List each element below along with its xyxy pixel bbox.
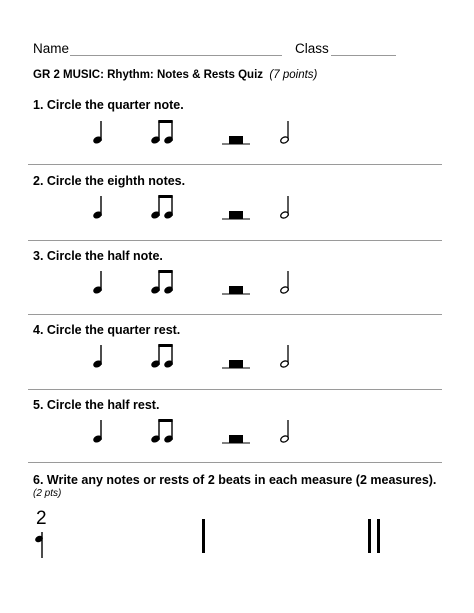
quarter-note-icon[interactable] <box>92 120 106 146</box>
half-note-icon[interactable] <box>279 344 293 370</box>
half-note-icon[interactable] <box>279 419 293 445</box>
half-rest-icon[interactable] <box>222 270 250 296</box>
quiz-title <box>33 69 317 81</box>
eighth-notes-icon[interactable] <box>150 120 176 146</box>
name-field[interactable] <box>70 55 282 56</box>
half-note-icon[interactable] <box>279 120 293 146</box>
name-label: Name <box>33 41 70 56</box>
eighth-notes-icon[interactable] <box>150 195 176 221</box>
class-label: Class <box>295 41 329 56</box>
question-4-text: 4. Circle the quarter rest. <box>33 323 181 337</box>
eighth-notes-icon[interactable] <box>150 270 176 296</box>
question-5-text: 5. Circle the half rest. <box>33 398 160 412</box>
question-6-points: (2 pts) <box>33 488 62 499</box>
divider <box>28 389 442 390</box>
quarter-note-icon[interactable] <box>92 344 106 370</box>
question-6-text: 6. Write any notes or rests of 2 beats in each measure (2 measures). <box>33 473 437 487</box>
divider <box>28 240 442 241</box>
half-rest-icon[interactable] <box>222 419 250 445</box>
eighth-notes-icon[interactable] <box>150 344 176 370</box>
divider <box>28 314 442 315</box>
question-3-text: 3. Circle the half note. <box>33 249 163 263</box>
quarter-note-icon[interactable] <box>92 419 106 445</box>
half-rest-icon[interactable] <box>222 120 250 146</box>
divider <box>28 164 442 165</box>
quarter-note-icon[interactable] <box>92 270 106 296</box>
time-signature: 2 <box>36 508 47 529</box>
half-rest-icon[interactable] <box>222 195 250 221</box>
quiz-points: (7 points) <box>269 69 318 81</box>
eighth-notes-icon[interactable] <box>150 419 176 445</box>
double-barline-2 <box>377 519 380 553</box>
divider <box>28 462 442 463</box>
barline <box>202 519 205 553</box>
question-2-text: 2. Circle the eighth notes. <box>33 174 186 188</box>
half-rest-icon[interactable] <box>222 344 250 370</box>
quarter-note-icon <box>34 530 46 560</box>
half-note-icon[interactable] <box>279 270 293 296</box>
half-note-icon[interactable] <box>279 195 293 221</box>
class-field[interactable] <box>331 55 396 56</box>
quiz-title-main: GR 2 MUSIC: Rhythm: Notes & Rests Quiz <box>33 69 264 81</box>
double-barline-1 <box>368 519 371 553</box>
quarter-note-icon[interactable] <box>92 195 106 221</box>
question-1-text: 1. Circle the quarter note. <box>33 98 184 112</box>
